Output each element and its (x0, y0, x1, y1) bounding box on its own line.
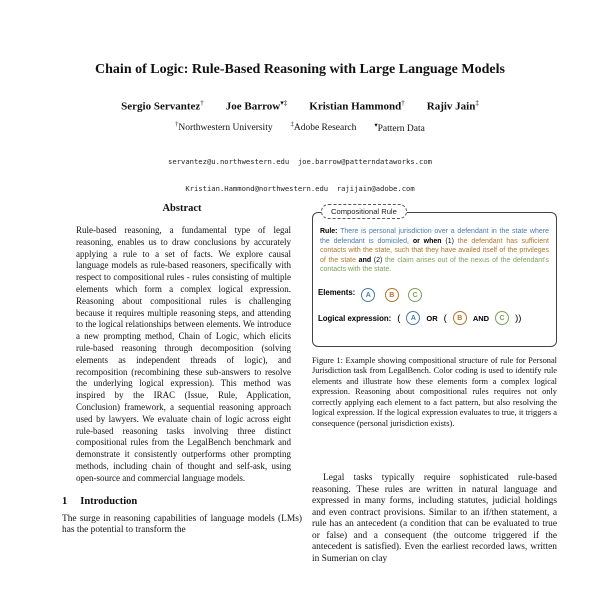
element-circles (361, 284, 427, 303)
author: Joe Barrow▾‡ (225, 99, 288, 113)
paren-close: )) (515, 312, 522, 324)
element-c-circle: C (408, 288, 422, 302)
element-b-circle: B (453, 311, 467, 325)
affiliation-mark: † (175, 121, 179, 128)
email-line: servantez@u.northwestern.edu joe.barrow@patterndataworks.com (168, 157, 432, 166)
operator-and: AND (472, 313, 490, 323)
body-paragraph: Legal tasks typically require sophisticated rule-based reasoning. These rules are written in natural language and expressed in many forms, including statutes, judicial holdings and even contract provisions. Similar to an if/then statement, a rule has an antecedent (a condition that can be evaluated to true or false) and a consequent (the outcome triggered if the antecedent is satisfied). Even the earliest recorded laws, written in Sumerian on clay (312, 473, 557, 564)
rule-segment-b: the defendant has sufficient contacts with the state, such that they have availed itself of the privileges of the state (320, 237, 549, 264)
section-title: Introduction (80, 495, 138, 507)
elements-row (318, 284, 551, 303)
rule-marker-2: (2) (373, 256, 383, 264)
author-mark: † (200, 99, 204, 107)
figure-1-box (312, 207, 557, 347)
left-column (62, 200, 302, 537)
rule-label: Rule: (320, 228, 338, 235)
figure-tag-compositional-rule: Compositional Rule (321, 204, 407, 219)
operator-or: OR (426, 313, 438, 323)
logical-expression-row (318, 311, 551, 325)
logical-expression-label: Logical expression: (318, 313, 392, 323)
author-list (0, 99, 600, 113)
paper-title: Chain of Logic: Rule-Based Reasoning with Large Language Models (95, 62, 505, 77)
rule-segment-c: the claim arises out of the nexus of the defendant's contacts with the state. (320, 256, 549, 273)
element-c-circle: C (495, 311, 509, 325)
rule-segment-a: There is personal jurisdiction over a defendant in the state where the defendant is domiciled, (320, 228, 549, 245)
author: Rajiv Jain‡ (426, 99, 479, 113)
element-a-circle: A (361, 288, 375, 302)
email-line: Kristian.Hammond@northwestern.edu rajijain@adobe.com (185, 184, 415, 193)
affiliation: †Northwestern University (175, 121, 273, 134)
rule-connector-and: and (358, 256, 372, 264)
affiliation: ‡Adobe Research (290, 121, 357, 134)
elements-label: Elements: (318, 288, 356, 298)
introduction-paragraph: The surge in reasoning capabilities of language models (LMs) has the potential to transform the (62, 513, 302, 536)
author-mark: † (401, 99, 405, 107)
paren-open: ( (397, 312, 401, 324)
rule-marker-1: (1) (445, 237, 454, 245)
affiliation-mark: ▾ (374, 122, 378, 129)
author-mark: ▾‡ (280, 99, 288, 107)
rule-text (320, 227, 549, 275)
element-b-circle: B (385, 288, 399, 302)
section-heading-introduction (62, 496, 302, 507)
affiliation-list (0, 121, 600, 134)
rule-connector-or: or when (412, 237, 442, 245)
figure-1-caption: Figure 1: Example showing compositional structure of rule for Personal Jurisdiction task from LegalBench. Color coding is used to identify rule elements and illustrate how these elements form a complex logical expression. Reasoning about compositional rules requires not only correctly applying each element to a fact pattern, but also resolving the logical expression. If the logical expression evaluates to true, it triggers a consequence (personal jurisdiction exists). (312, 356, 557, 428)
author: Sergio Servantez† (121, 99, 204, 113)
element-a-circle: A (406, 311, 420, 325)
abstract-text: Rule-based reasoning, a fundamental type of legal reasoning, enables us to draw conclusions by accurately applying a rule to a set of facts. We explore causal language models as rule-based reasoners, specifically with respect to compositional rules - rules consisting of multiple elements which form a complex logical expression. Reasoning about compositional rules is challenging because it requires multiple reasoning steps, and attending to the logical relationships between elements. We introduce a new prompting method, Chain of Logic, which elicits rule-based reasoning through decomposition (solving elements as independent threads of logic), and recomposition (recombining these sub-answers to resolve the underlying logical expression). This method was inspired by the IRAC (Issue, Rule, Application, Conclusion) framework, a sequential reasoning approach used by lawyers. We evaluate chain of logic across eight rule-based reasoning tasks involving three distinct compositional rules from the LegalBench benchmark and demonstrate it consistently outperforms other prompting methods, including chain of thought and self-ask, using open-source and commercial language models. (76, 225, 291, 483)
author: Kristian Hammond† (309, 99, 405, 113)
abstract-heading: Abstract (162, 203, 202, 214)
affiliation-mark: ‡ (290, 121, 294, 128)
right-column (312, 200, 557, 565)
paren-open-inner: ( (443, 312, 447, 324)
author-mark: ‡ (475, 99, 479, 107)
section-number: 1 (62, 495, 68, 507)
affiliation: ▾Pattern Data (374, 122, 425, 135)
